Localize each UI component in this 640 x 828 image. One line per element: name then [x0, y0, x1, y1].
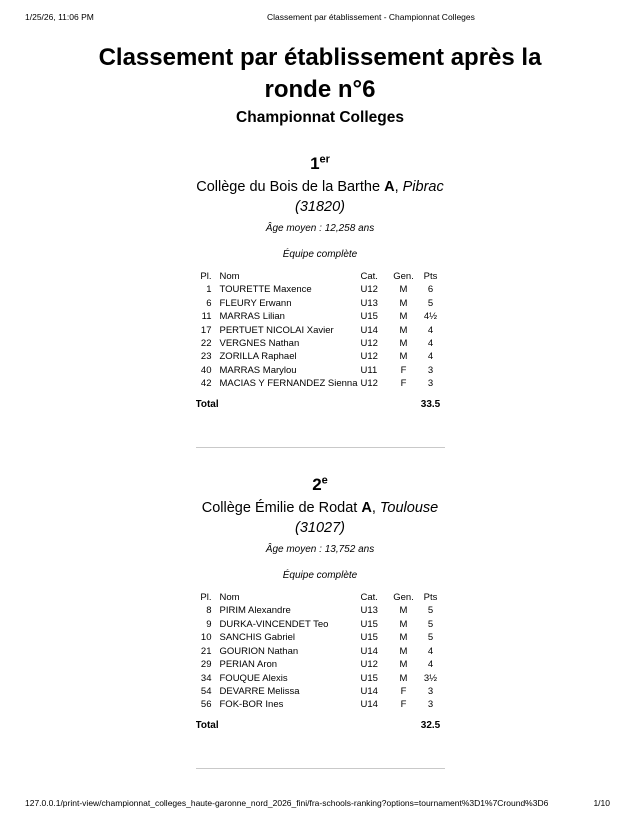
cell-name: MARRAS Lilian	[219, 311, 285, 323]
cell-name: DEVARRE Melissa	[219, 685, 300, 697]
cell-place: 17	[200, 324, 212, 336]
cell-category: U14	[360, 685, 378, 697]
cell-points: 6	[427, 284, 434, 296]
cell-category: U14	[360, 645, 378, 657]
table-row	[196, 297, 445, 310]
cell-points: 4	[427, 338, 434, 350]
cell-place: 11	[201, 311, 212, 323]
cell-points: 3	[427, 378, 434, 390]
col-header-pts: Pts	[423, 592, 438, 604]
total-value: 33.5	[420, 398, 441, 410]
cell-name: FOUQUE Alexis	[219, 672, 288, 684]
results-table	[196, 270, 445, 411]
cell-name: FOK-BOR Ines	[219, 699, 284, 711]
cell-category: U15	[360, 632, 378, 644]
team-letter: A	[384, 179, 395, 195]
team-status: Équipe complète	[282, 249, 358, 260]
table-row	[196, 337, 445, 350]
cell-name: MACIAS Y FERNANDEZ Sienna	[219, 378, 358, 390]
cell-points: 4	[427, 645, 434, 657]
cell-name: DURKA-VINCENDET Teo	[219, 618, 329, 630]
cell-gender: M	[399, 324, 408, 336]
total-spacer	[361, 391, 391, 411]
cell-place: 40	[200, 364, 212, 376]
print-footer-url: 127.0.0.1/print-view/championnat_colleges_haute-garonne_nord_2026_fini/fra-schools-ranking?options=tournament%3D1%7Cround%3D6	[25, 798, 549, 808]
cell-name: GOURION Nathan	[219, 645, 299, 657]
cell-gender: M	[399, 618, 408, 630]
school-code-line	[0, 197, 640, 217]
table-row	[196, 283, 445, 296]
school-name: Collège Émilie de Rodat	[201, 500, 358, 517]
table-row	[196, 350, 445, 363]
cell-points: 4	[427, 324, 434, 336]
team-letter: A	[361, 500, 372, 517]
cell-gender: F	[400, 699, 407, 711]
col-header-gen: Gen.	[393, 592, 414, 604]
col-header-pl: Pl.	[200, 271, 212, 282]
page-subtitle: Championnat Colleges	[236, 109, 404, 126]
rank-heading	[0, 474, 640, 496]
section-divider	[196, 447, 445, 448]
cell-place: 23	[200, 351, 212, 363]
col-header-nom: Nom	[219, 271, 240, 282]
table-row	[196, 631, 445, 644]
average-age: Âge moyen : 13,752 ans	[265, 544, 375, 556]
cell-gender: M	[399, 297, 408, 309]
cell-points: 4½	[423, 311, 438, 323]
cell-place: 56	[200, 699, 212, 711]
ranking-section	[0, 474, 640, 769]
cell-gender: M	[399, 351, 408, 363]
section-divider	[196, 768, 445, 769]
cell-name: PIRIM Alexandre	[219, 605, 291, 617]
total-value: 32.5	[420, 719, 441, 731]
cell-category: U12	[360, 351, 378, 363]
cell-name: FLEURY Erwann	[219, 297, 292, 309]
team-status: Équipe complète	[282, 570, 358, 582]
table-row	[196, 364, 445, 377]
col-header-cat: Cat.	[360, 271, 378, 282]
table-header-row	[196, 270, 445, 283]
school-city: Toulouse	[379, 500, 439, 517]
cell-points: 5	[427, 618, 434, 630]
cell-gender: F	[400, 685, 407, 697]
total-spacer	[391, 712, 417, 732]
cell-place: 21	[200, 645, 212, 657]
col-header-cat: Cat.	[360, 592, 378, 604]
table-row	[196, 698, 445, 711]
cell-name: VERGNES Nathan	[219, 338, 300, 350]
cell-place: 42	[200, 378, 212, 390]
total-row	[196, 391, 445, 411]
cell-points: 3½	[423, 672, 438, 684]
table-row	[196, 672, 445, 685]
cell-gender: M	[399, 284, 408, 296]
cell-points: 3	[427, 699, 434, 711]
table-row	[196, 310, 445, 323]
cell-points: 4	[427, 659, 434, 671]
cell-gender: M	[399, 605, 408, 617]
col-header-nom: Nom	[219, 592, 240, 604]
total-row	[196, 712, 445, 732]
cell-gender: M	[399, 632, 408, 644]
table-row	[196, 658, 445, 671]
average-age: Âge moyen : 12,258 ans	[265, 223, 375, 234]
cell-place: 22	[200, 338, 212, 350]
col-header-pts: Pts	[423, 271, 438, 282]
cell-gender: M	[399, 672, 408, 684]
print-footer-page-number: 1/10	[593, 798, 610, 808]
table-row	[196, 377, 445, 390]
cell-category: U12	[360, 378, 378, 390]
cell-category: U12	[360, 659, 378, 671]
print-header	[0, 12, 640, 24]
rank-number: 2	[312, 475, 322, 495]
cell-place: 1	[206, 284, 212, 296]
results-table	[196, 591, 445, 732]
cell-points: 5	[427, 297, 434, 309]
school-code-line	[0, 518, 640, 538]
rank-suffix: e	[321, 474, 328, 487]
cell-points: 5	[427, 605, 434, 617]
cell-category: U12	[360, 284, 378, 296]
table-row	[196, 645, 445, 658]
cell-gender: M	[399, 311, 408, 323]
cell-name: PERTUET NICOLAI Xavier	[219, 324, 334, 336]
cell-category: U13	[360, 297, 378, 309]
col-header-pl: Pl.	[200, 592, 212, 604]
cell-gender: F	[400, 364, 407, 376]
cell-gender: F	[400, 378, 407, 390]
table-row	[196, 604, 445, 617]
page-title: Classement par établissement après la ronde n°6	[98, 44, 542, 103]
sections-container	[0, 153, 640, 769]
school-heading	[0, 177, 640, 217]
school-city: Pibrac	[402, 179, 444, 195]
table-row	[196, 685, 445, 698]
cell-category: U11	[360, 364, 378, 376]
cell-points: 4	[427, 351, 434, 363]
rank-number: 1	[310, 154, 320, 173]
cell-category: U14	[360, 324, 378, 336]
total-label: Total	[195, 719, 219, 731]
print-header-title: Classement par établissement - Championnat Colleges	[267, 12, 475, 22]
cell-place: 34	[200, 672, 212, 684]
cell-points: 3	[427, 364, 434, 376]
cell-category: U15	[360, 672, 378, 684]
school-code: (31820)	[295, 199, 345, 215]
ranking-section	[0, 153, 640, 448]
cell-category: U15	[360, 311, 378, 323]
city-separator: ,	[371, 500, 376, 517]
cell-place: 8	[206, 605, 212, 617]
cell-points: 5	[427, 632, 434, 644]
cell-place: 29	[200, 659, 212, 671]
cell-category: U13	[360, 605, 378, 617]
cell-name: TOURETTE Maxence	[219, 284, 312, 296]
cell-category: U15	[360, 618, 378, 630]
table-row	[196, 324, 445, 337]
school-code: (31027)	[295, 520, 345, 537]
cell-name: PERIAN Aron	[219, 659, 278, 671]
cell-category: U12	[360, 338, 378, 350]
total-spacer	[391, 391, 417, 411]
table-header-row	[196, 591, 445, 604]
cell-name: ZORILLA Raphael	[219, 351, 297, 363]
cell-place: 9	[206, 618, 212, 630]
school-heading	[0, 498, 640, 538]
total-spacer	[361, 712, 391, 732]
cell-name: SANCHIS Gabriel	[219, 632, 295, 644]
cell-name: MARRAS Marylou	[219, 364, 297, 376]
print-footer	[0, 797, 640, 808]
col-header-gen: Gen.	[393, 271, 414, 282]
cell-category: U14	[360, 699, 378, 711]
cell-gender: M	[399, 645, 408, 657]
total-label: Total	[195, 398, 219, 410]
table-row	[196, 618, 445, 631]
cell-place: 10	[200, 632, 212, 644]
school-name: Collège du Bois de la Barthe	[196, 179, 381, 195]
rank-heading	[0, 153, 640, 175]
cell-gender: M	[399, 659, 408, 671]
cell-place: 6	[206, 297, 212, 309]
cell-place: 54	[200, 685, 212, 697]
city-separator: ,	[394, 179, 399, 195]
cell-gender: M	[399, 338, 408, 350]
cell-points: 3	[427, 685, 434, 697]
print-header-date: 1/25/26, 11:06 PM	[25, 12, 94, 22]
rank-suffix: er	[319, 153, 330, 166]
